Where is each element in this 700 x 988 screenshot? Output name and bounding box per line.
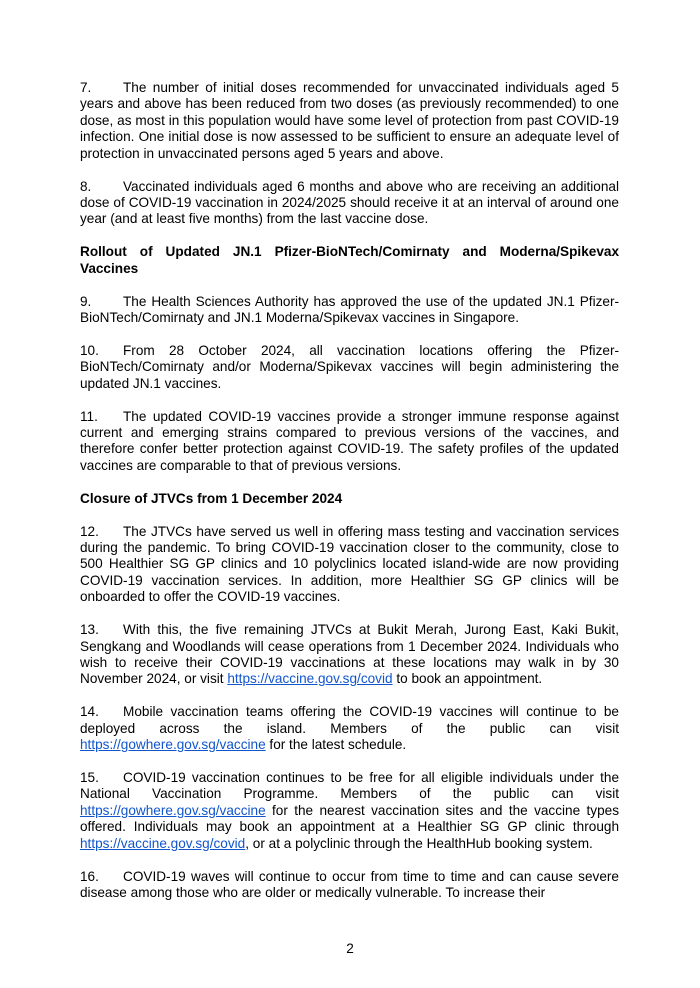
- paragraph-8: [80, 179, 619, 228]
- paragraph-text: to book an appointment.: [392, 671, 543, 687]
- paragraph-11: [80, 409, 619, 475]
- paragraph-number: 16.: [80, 868, 99, 884]
- section-heading: Closure of JTVCs from 1 December 2024: [80, 490, 343, 506]
- paragraph-text: Mobile vaccination teams offering the COVID-19 vaccines will continue to be deployed across the island. Members of the public can visit: [80, 704, 619, 736]
- paragraph-9: [80, 294, 619, 327]
- paragraph-text: for the nearest vaccination sites and the vaccine types offered. Individuals may book an appointment at a Healthier SG GP clinic through: [80, 802, 619, 835]
- paragraph-text: With this, the five remaining JTVCs at Bukit Merah, Jurong East, Kaki Bukit, Sengkang and Woodlands will cease operations from 1 December 2024. Individuals who wish to receive their COVID-19 vaccinations at these locations may walk in by 30 November 2024, or visit: [80, 622, 619, 687]
- paragraph-number: 10.: [80, 342, 99, 358]
- paragraph-number: 8.: [80, 178, 92, 194]
- section-heading: Rollout of Updated JN.1 Pfizer-BioNTech/Comirnaty and Moderna/Spikevax Vaccines: [80, 244, 619, 276]
- paragraph-12: [80, 524, 619, 606]
- paragraph-text: Vaccinated individuals aged 6 months and above who are receiving an additional dose of COVID-19 vaccination in 2024/2025 should receive it at an interval of around one year (and at least five months) from the last vaccine dose.: [80, 178, 619, 227]
- paragraph-15: [80, 770, 619, 852]
- page-number: 2: [346, 941, 354, 956]
- paragraph-text: , or at a polyclinic through the HealthHub booking system.: [245, 835, 593, 851]
- url-link[interactable]: https://gowhere.gov.sg/vaccine: [80, 802, 266, 818]
- url-link[interactable]: https://gowhere.gov.sg/vaccine: [80, 737, 266, 753]
- paragraph-text: The Health Sciences Authority has approved the use of the updated JN.1 Pfizer-BioNTech/Comirnaty and JN.1 Moderna/Spikevax vaccines in Singapore.: [80, 293, 619, 325]
- paragraph-7: [80, 80, 619, 162]
- paragraph-14: [80, 704, 619, 753]
- paragraph-text: The updated COVID-19 vaccines provide a stronger immune response against current and emerging strains compared to previous versions of the vaccines, and therefore confer better protection against COVID-19. The safety profiles of the updated vaccines are comparable to that of previous versions.: [80, 408, 619, 473]
- paragraph-number: 14.: [80, 704, 99, 720]
- document-body: [80, 80, 619, 918]
- paragraph-number: 7.: [80, 80, 92, 95]
- paragraph-text: COVID-19 waves will continue to occur from time to time and can cause severe disease among those who are older or medically vulnerable. To increase their: [80, 868, 619, 900]
- url-link[interactable]: https://vaccine.gov.sg/covid: [80, 835, 246, 851]
- paragraph-text: The number of initial doses recommended for unvaccinated individuals aged 5 years and above has been reduced from two doses (as previously recommended) to one dose, as most in this population would have some level of protection from past COVID-19 infection. One initial dose is now assessed to be sufficient to ensure an adequate level of protection in unvaccinated persons aged 5 years and above.: [80, 80, 619, 161]
- paragraph-number: 12.: [80, 523, 99, 539]
- paragraph-number: 9.: [80, 293, 92, 309]
- paragraph-text: From 28 October 2024, all vaccination locations offering the Pfizer-BioNTech/Comirnaty and/or Moderna/Spikevax vaccines will begin administering the updated JN.1 vaccines.: [80, 342, 619, 391]
- paragraph-number: 15.: [80, 770, 99, 785]
- url-link[interactable]: https://vaccine.gov.sg/covid: [227, 671, 393, 687]
- paragraph-text: for the latest schedule.: [265, 737, 407, 753]
- paragraph-10: [80, 343, 619, 392]
- paragraph-13: [80, 622, 619, 688]
- paragraph-number: 11.: [80, 408, 98, 424]
- paragraph-16: [80, 869, 619, 902]
- paragraph-text: COVID-19 vaccination continues to be free for all eligible individuals under the National Vaccination Programme. Members of the public can visit: [80, 770, 619, 802]
- paragraph-text: The JTVCs have served us well in offering mass testing and vaccination services during the pandemic. To bring COVID-19 vaccination closer to the community, close to 500 Healthier SG GP clinics and 10 polyclinics located island-wide are now providing COVID-19 vaccination services. In addition, more Healthier SG GP clinics will be onboarded to offer the COVID-19 vaccines.: [80, 523, 619, 605]
- paragraph-number: 13.: [80, 622, 99, 638]
